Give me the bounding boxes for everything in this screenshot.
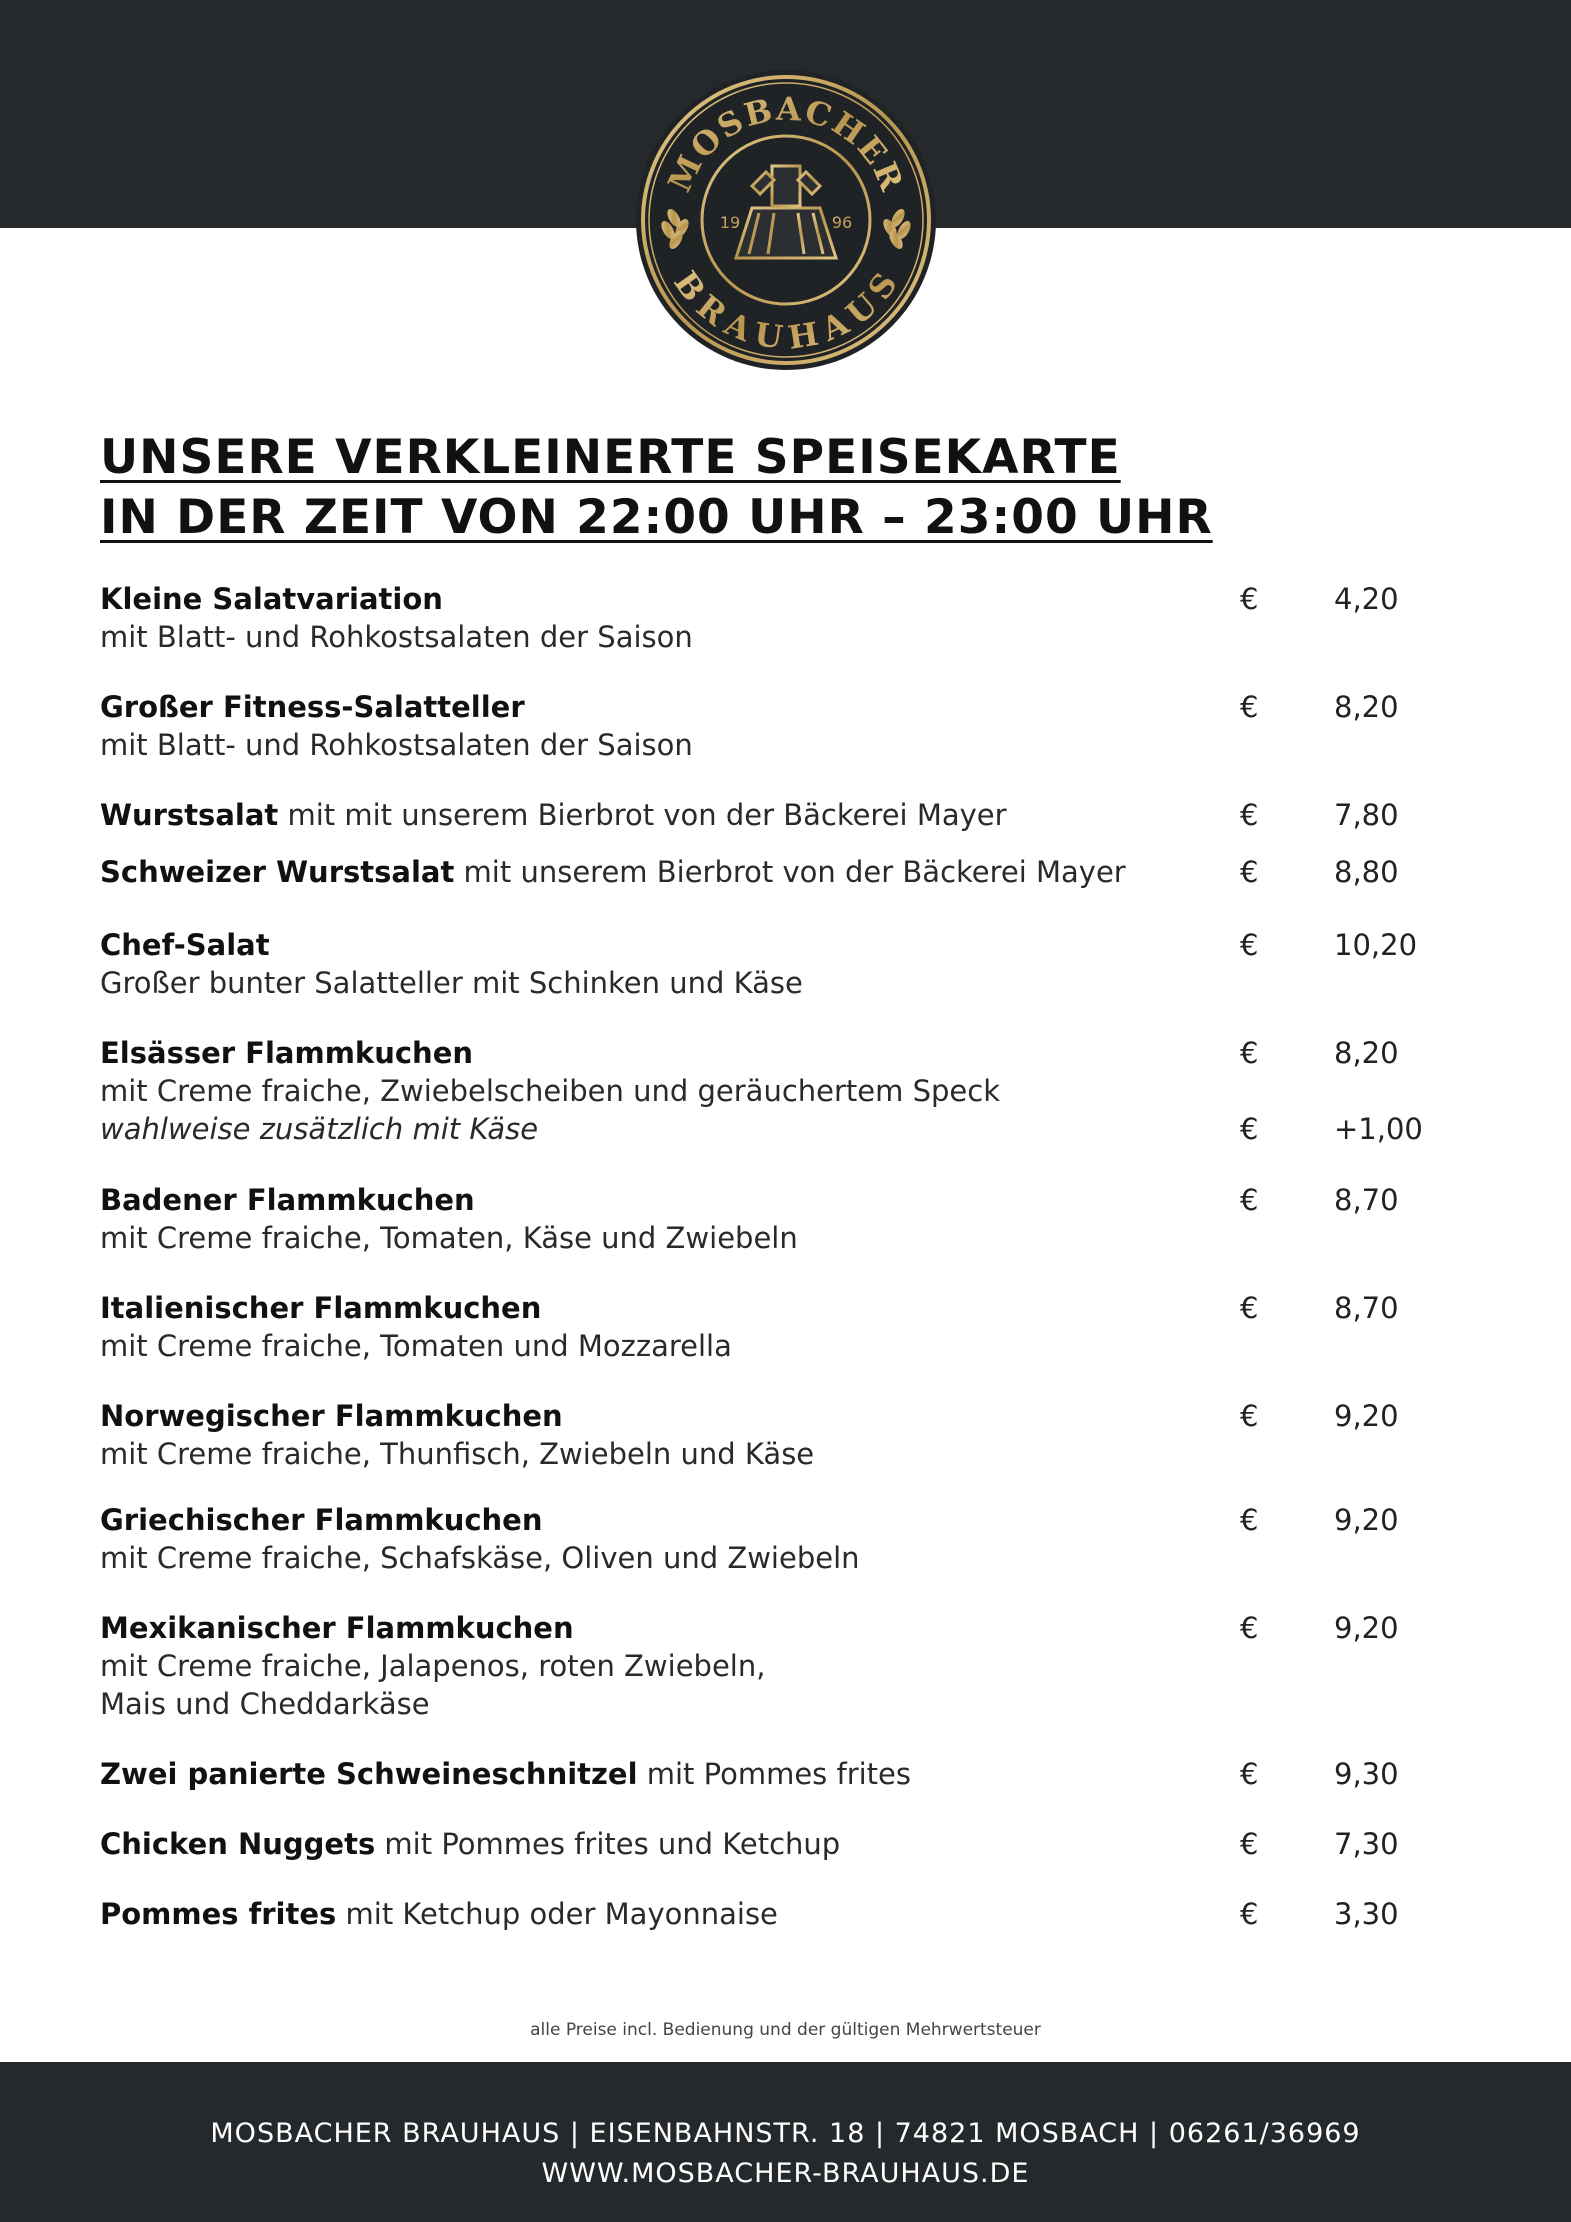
- menu-item-heading: [100, 1034, 1200, 1072]
- price-amount: 7,80: [1334, 798, 1399, 832]
- menu-item-inline-desc: mit mit unserem Bierbrot von der Bäckerei Mayer: [278, 798, 1007, 832]
- price-amount: 8,70: [1334, 1183, 1399, 1217]
- menu-item-name: Griechischer Flammkuchen: [100, 1503, 543, 1537]
- currency-symbol: €: [1240, 1399, 1259, 1433]
- currency-symbol: €: [1240, 1183, 1259, 1217]
- menu-item-text: [100, 1895, 1200, 1933]
- menu-item: [100, 1609, 1480, 1723]
- menu-item-price: [1240, 688, 1480, 726]
- menu-item-description: mit Blatt- und Rohkostsalaten der Saison: [100, 728, 693, 762]
- menu-item: [100, 1181, 1480, 1257]
- menu-item-heading: [100, 1501, 1200, 1539]
- menu-item: [100, 1034, 1480, 1148]
- currency-symbol: €: [1240, 1757, 1259, 1791]
- menu-item-description: mit Creme fraiche, Tomaten, Käse und Zwiebeln: [100, 1221, 798, 1255]
- price-amount: +1,00: [1334, 1112, 1423, 1146]
- menu-item: [100, 1289, 1480, 1365]
- menu-item-price: [1240, 1895, 1480, 1933]
- currency-symbol: €: [1240, 582, 1259, 616]
- menu-item-name: Chef-Salat: [100, 928, 270, 962]
- menu-item-heading: [100, 796, 1200, 834]
- price-footnote: alle Preise incl. Bedienung und der gültigen Mehrwertsteuer: [530, 2020, 1041, 2040]
- menu-item-text: [100, 1181, 1200, 1257]
- footer-band: [0, 2062, 1571, 2222]
- menu-item-heading: [100, 1609, 1200, 1647]
- currency-symbol: €: [1240, 798, 1259, 832]
- menu-item-heading: [100, 926, 1200, 964]
- menu-item-description: mit Creme fraiche, Schafskäse, Oliven und Zwiebeln: [100, 1541, 860, 1575]
- price-amount: 8,20: [1334, 1036, 1399, 1070]
- menu-item-description: mit Creme fraiche, Tomaten und Mozzarella: [100, 1329, 732, 1363]
- price-amount: 9,20: [1334, 1611, 1399, 1645]
- menu-item-inline-desc: mit Pommes frites und Ketchup: [375, 1827, 841, 1861]
- menu-item: [100, 1755, 1480, 1793]
- menu-item-text: [100, 1609, 1200, 1723]
- logo-year-right: 96: [831, 213, 853, 232]
- menu-item: [100, 1397, 1480, 1473]
- menu-item-price: [1240, 796, 1480, 834]
- currency-symbol: €: [1240, 1827, 1259, 1861]
- currency-symbol: €: [1240, 690, 1259, 724]
- menu-item-heading: [100, 580, 1200, 618]
- menu-item-price: [1240, 580, 1480, 618]
- menu-item-heading: [100, 1755, 1200, 1793]
- currency-symbol: €: [1240, 1036, 1259, 1070]
- menu-item: [100, 1825, 1480, 1863]
- menu-item-inline-desc: mit unserem Bierbrot von der Bäckerei Mayer: [454, 855, 1126, 889]
- menu-item-price: [1240, 1034, 1480, 1072]
- menu-item-name: Mexikanischer Flammkuchen: [100, 1611, 574, 1645]
- menu-item-heading: [100, 1181, 1200, 1219]
- menu-title: [100, 428, 1400, 548]
- menu-item-description: Großer bunter Salatteller mit Schinken und Käse: [100, 966, 803, 1000]
- menu-item-text: [100, 1289, 1200, 1365]
- menu-item-heading: [100, 1289, 1200, 1327]
- menu-item-inline-desc: mit Ketchup oder Mayonnaise: [336, 1897, 778, 1931]
- brewery-logo: [634, 68, 938, 372]
- menu-item-text: [100, 1034, 1200, 1148]
- menu-item-description: mit Creme fraiche, Jalapenos, roten Zwiebeln,: [100, 1649, 766, 1683]
- menu-title-line2: IN DER ZEIT VON 22:00 UHR – 23:00 UHR: [100, 490, 1213, 545]
- menu-item-name: Schweizer Wurstsalat: [100, 855, 455, 889]
- menu-item-text: [100, 688, 1200, 764]
- price-amount: 8,80: [1334, 855, 1399, 889]
- menu-item-price: [1240, 1501, 1480, 1539]
- menu-item: [100, 688, 1480, 764]
- menu-item-text: [100, 1825, 1200, 1863]
- menu-item-text: [100, 796, 1200, 834]
- menu-item: [100, 1895, 1480, 1933]
- footer-website: WWW.MOSBACHER-BRAUHAUS.DE: [541, 2158, 1030, 2189]
- menu-item: [100, 853, 1480, 891]
- price-amount: 10,20: [1334, 928, 1418, 962]
- currency-symbol: €: [1240, 928, 1259, 962]
- menu-item-price: [1240, 1755, 1480, 1793]
- menu-item-description: mit Blatt- und Rohkostsalaten der Saison: [100, 620, 693, 654]
- menu-item-price: [1240, 853, 1480, 891]
- menu-item-description: Mais und Cheddarkäse: [100, 1687, 430, 1721]
- menu-item-heading: [100, 1895, 1200, 1933]
- menu-item-name: Großer Fitness-Salatteller: [100, 690, 525, 724]
- price-amount: 4,20: [1334, 582, 1399, 616]
- menu-item-name: Kleine Salatvariation: [100, 582, 443, 616]
- menu-item-description: mit Creme fraiche, Zwiebelscheiben und geräuchertem Speck: [100, 1074, 1000, 1108]
- menu-item-text: [100, 1755, 1200, 1793]
- logo-name-bottom: BRAUHAUS: [666, 264, 906, 357]
- currency-symbol: €: [1240, 1112, 1259, 1146]
- menu-item: [100, 926, 1480, 1002]
- menu-item-option: wahlweise zusätzlich mit Käse: [100, 1112, 539, 1146]
- currency-symbol: €: [1240, 1897, 1259, 1931]
- menu-item-text: [100, 926, 1200, 1002]
- menu-item-price: [1240, 1397, 1480, 1435]
- price-amount: 9,30: [1334, 1757, 1399, 1791]
- price-amount: 9,20: [1334, 1399, 1399, 1433]
- menu-item-inline-desc: mit Pommes frites: [637, 1757, 912, 1791]
- menu-item-price: [1240, 1181, 1480, 1219]
- currency-symbol: €: [1240, 1503, 1259, 1537]
- menu-item-heading: [100, 688, 1200, 726]
- currency-symbol: €: [1240, 855, 1259, 889]
- footer-address: MOSBACHER BRAUHAUS | EISENBAHNSTR. 18 | 74821 MOSBACH | 06261/36969: [210, 2118, 1361, 2149]
- menu-item-price: [1240, 1609, 1480, 1647]
- menu-item-name: Elsässer Flammkuchen: [100, 1036, 474, 1070]
- menu-item-text: [100, 580, 1200, 656]
- menu-item: [100, 1501, 1480, 1577]
- price-amount: 9,20: [1334, 1503, 1399, 1537]
- menu-item-name: Zwei panierte Schweineschnitzel: [100, 1757, 638, 1791]
- currency-symbol: €: [1240, 1611, 1259, 1645]
- menu-item-price-extra: [1240, 1110, 1480, 1148]
- logo-name-top: MOSBACHER: [660, 89, 912, 198]
- menu-item-text: [100, 853, 1200, 891]
- currency-symbol: €: [1240, 1291, 1259, 1325]
- menu-item: [100, 796, 1480, 834]
- menu-item-heading: [100, 1397, 1200, 1435]
- menu-title-line1: UNSERE VERKLEINERTE SPEISEKARTE: [100, 430, 1121, 485]
- menu-item-text: [100, 1501, 1200, 1577]
- menu-item-heading: [100, 1825, 1200, 1863]
- price-amount: 7,30: [1334, 1827, 1399, 1861]
- menu-item-price: [1240, 1289, 1480, 1327]
- menu-item-text: [100, 1397, 1200, 1473]
- price-amount: 8,20: [1334, 690, 1399, 724]
- menu-item-price: [1240, 926, 1480, 964]
- menu-item-name: Badener Flammkuchen: [100, 1183, 475, 1217]
- price-amount: 8,70: [1334, 1291, 1399, 1325]
- price-amount: 3,30: [1334, 1897, 1399, 1931]
- menu-item-price: [1240, 1825, 1480, 1863]
- menu-item-description: mit Creme fraiche, Thunfisch, Zwiebeln und Käse: [100, 1437, 815, 1471]
- menu-item-name: Italienischer Flammkuchen: [100, 1291, 542, 1325]
- menu-item-name: Chicken Nuggets: [100, 1827, 376, 1861]
- logo-year-left: 19: [719, 213, 741, 232]
- menu-item-name: Wurstsalat: [100, 798, 279, 832]
- menu-item: [100, 580, 1480, 656]
- menu-item-heading: [100, 853, 1200, 891]
- menu-item-name: Norwegischer Flammkuchen: [100, 1399, 563, 1433]
- menu-item-name: Pommes frites: [100, 1897, 337, 1931]
